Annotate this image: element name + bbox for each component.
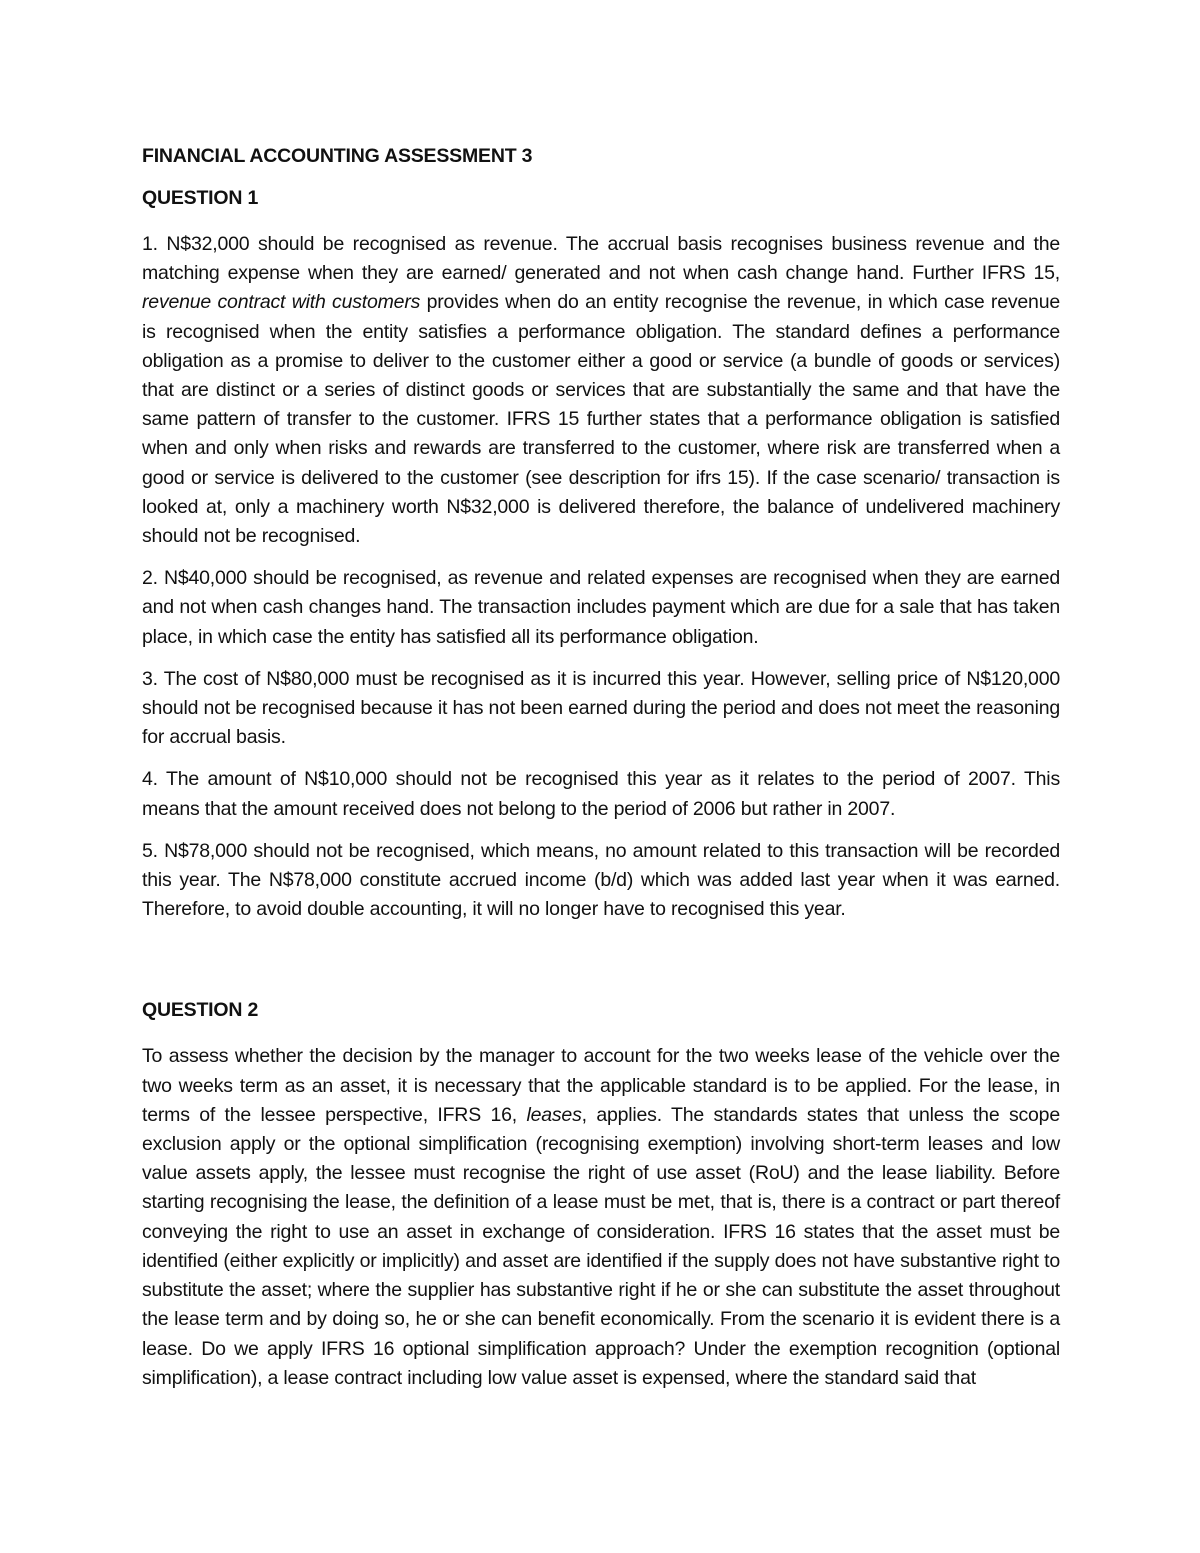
question-1-answer-4: 4. The amount of N$10,000 should not be recognised this year as it relates to the period of 2007. This means that the amount received does not belong to the period of 2006 but rather in 2007. <box>142 768 1060 820</box>
section-spacer <box>142 924 1060 983</box>
document-page <box>142 142 1060 1393</box>
question-2-answer <box>142 1042 1060 1392</box>
question-1-answer-1 <box>142 230 1060 551</box>
question-2-italic-term: leases <box>526 1103 582 1126</box>
answer-1-text-end: provides when do an entity recognise the revenue, in which case revenue is recognised when the entity satisfies a performance obligation. The standard defines a performance obligation as a promise to deliver to the customer either a good or service (a bundle of goods or services) that are distinct or a series of distinct goods or services that are substantially the same and that have the same pattern of transfer to the customer. IFRS 15 further states that a performance obligation is satisfied when and only when risks and rewards are transferred to the customer, where risk are transferred when a good or service is delivered to the customer (see description for ifrs 15). If the case scenario/ transaction is looked at, only a machinery worth N$32,000 is delivered therefore, the balance of undelivered machinery should not be recognised. <box>142 291 1060 548</box>
question-2-text-start: To assess whether the decision by the manager to account for the two weeks lease of the vehicle over the two weeks term as an asset, it is necessary that the applicable standard is to be applied. For the lease, in terms of the lessee perspective, IFRS 16, <box>142 1045 1060 1126</box>
document-title: FINANCIAL ACCOUNTING ASSESSMENT 3 <box>142 145 533 167</box>
question-1-answer-2: 2. N$40,000 should be recognised, as revenue and related expenses are recognised when they are earned and not when cash changes hand. The transaction includes payment which are due for a sale that has taken place, in which case the entity has satisfied all its performance obligation. <box>142 567 1060 648</box>
question-1-heading: QUESTION 1 <box>142 187 259 209</box>
question-2-heading: QUESTION 2 <box>142 999 259 1022</box>
answer-1-italic-term: revenue contract with customers <box>142 291 421 314</box>
question-1-answer-5: 5. N$78,000 should not be recognised, which means, no amount related to this transaction will be recorded this year. The N$78,000 constitute accrued income (b/d) which was added last year when it was earned. Therefore, to avoid double accounting, it will no longer have to recognised this year. <box>142 839 1060 921</box>
question-1-answer-3: 3. The cost of N$80,000 must be recognised as it is incurred this year. However, selling price of N$120,000 should not be recognised because it has not been earned during the period and does not meet the reasoning for accrual basis. <box>142 667 1060 749</box>
question-2-text-end: , applies. The standards states that unless the scope exclusion apply or the optional simplification (recognising exemption) involving short-term leases and low value assets apply, the lessee must recognise the right of use asset (RoU) and the lease liability. Before starting recognising the lease, the definition of a lease must be met, that is, there is a contract or part thereof conveying the right to use an asset in exchange of consideration. IFRS 16 states that the asset must be identified (either explicitly or implicitly) and asset are identified if the supply does not have substantive right to substitute the asset; where the supplier has substantive right if he or she can substitute the asset throughout the lease term and by doing so, he or she can benefit economically. From the scenario it is evident there is a lease. Do we apply IFRS 16 optional simplification approach? Under the exemption recognition (optional simplification), a lease contract including low value asset is expensed, where the standard said that <box>142 1103 1060 1389</box>
answer-1-text-start: 1. N$32,000 should be recognised as revenue. The accrual basis recognises business revenue and the matching expense when they are earned/ generated and not when cash change hand. Further IFRS 15, <box>142 233 1060 285</box>
